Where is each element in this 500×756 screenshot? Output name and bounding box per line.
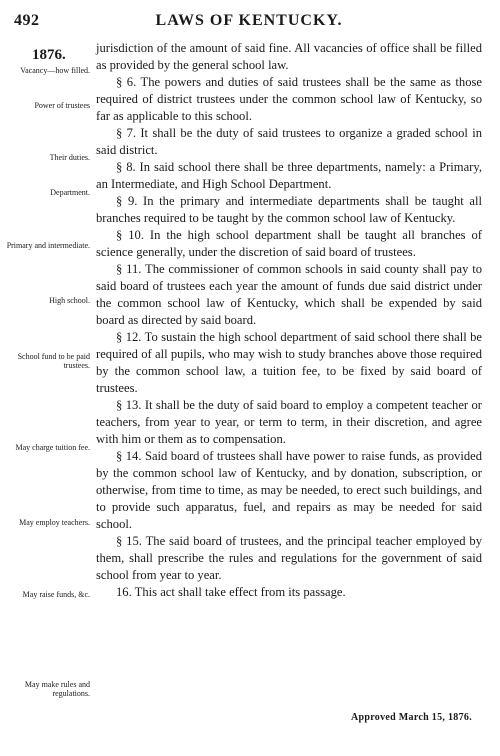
section-10: § 10. In the high school department shall be taught all branches of science generally, under the discretion of said board of trustees.	[96, 228, 482, 259]
margin-note-school-fund: School fund to be paid trustees.	[17, 352, 90, 370]
margin-note-employ-teachers: May employ teachers.	[19, 518, 90, 527]
section-9: § 9. In the primary and intermediate departments shall be taught all branches required to be taught by the common school law of Kentucky.	[96, 194, 482, 225]
margin-note-rules: May make rules and regulations.	[24, 680, 90, 698]
section-14: § 14. Said board of trustees shall have power to raise funds, as provided by the common school law of Kentucky, and by donation, subscription, or otherwise, from time to time, as may be needed, to erect such buildings, and to provide such apparatus, fuel, and repairs as may be needed for said school.	[96, 449, 482, 531]
paragraph-fine-vacancies: jurisdiction of the amount of said fine. All vacancies of office shall be filled as provided by the general school law.	[96, 41, 482, 72]
approval-date: Approved March 15, 1876.	[351, 712, 472, 723]
margin-note-raise-funds: May raise funds, &c.	[22, 590, 90, 599]
page-number: 492	[14, 12, 40, 29]
margin-note-power-of-trustees: Power of trustees	[34, 101, 90, 110]
year-marker: 1876.	[32, 47, 66, 63]
body-text	[96, 40, 482, 601]
margin-note-their-duties: Their duties.	[49, 153, 90, 162]
section-15: § 15. The said board of trustees, and the principal teacher employed by them, shall prescribe the rules and regulations for the government of said school from year to year.	[96, 534, 482, 582]
margin-note-vacancy: Vacancy—how filled.	[20, 66, 90, 75]
section-11: § 11. The commissioner of common schools in said county shall pay to said board of trustees each year the amount of funds due said district under the common school law of Kentucky, which shall be expended by said board as directed by said board.	[96, 262, 482, 327]
margin-note-primary-intermediate: Primary and intermediate.	[6, 241, 90, 250]
section-13: § 13. It shall be the duty of said board to employ a competent teacher or teachers, from year to year, or term to term, in their discretion, and agree with him or them as to compensation.	[96, 398, 482, 446]
margin-note-department: Department.	[50, 188, 90, 197]
section-7: § 7. It shall be the duty of said trustees to organize a graded school in said district.	[96, 126, 482, 157]
margin-note-high-school: High school.	[49, 296, 90, 305]
page-header	[14, 12, 484, 32]
section-6: § 6. The powers and duties of said trustees shall be the same as those required of district trustees under the common school law of Kentucky, so far as applicable to this school.	[96, 75, 482, 123]
section-16: 16. This act shall take effect from its passage.	[116, 585, 346, 599]
section-8: § 8. In said school there shall be three departments, namely: a Primary, an Intermediate, and High School Department.	[96, 160, 482, 191]
section-12: § 12. To sustain the high school department of said school there shall be required of all pupils, who may wish to study branches above those required by the common school law, a tuition fee, to be fixed by said board of trustees.	[96, 330, 482, 395]
margin-note-tuition-fee: May charge tuition fee.	[15, 443, 90, 452]
page-title: LAWS OF KENTUCKY.	[155, 12, 343, 29]
